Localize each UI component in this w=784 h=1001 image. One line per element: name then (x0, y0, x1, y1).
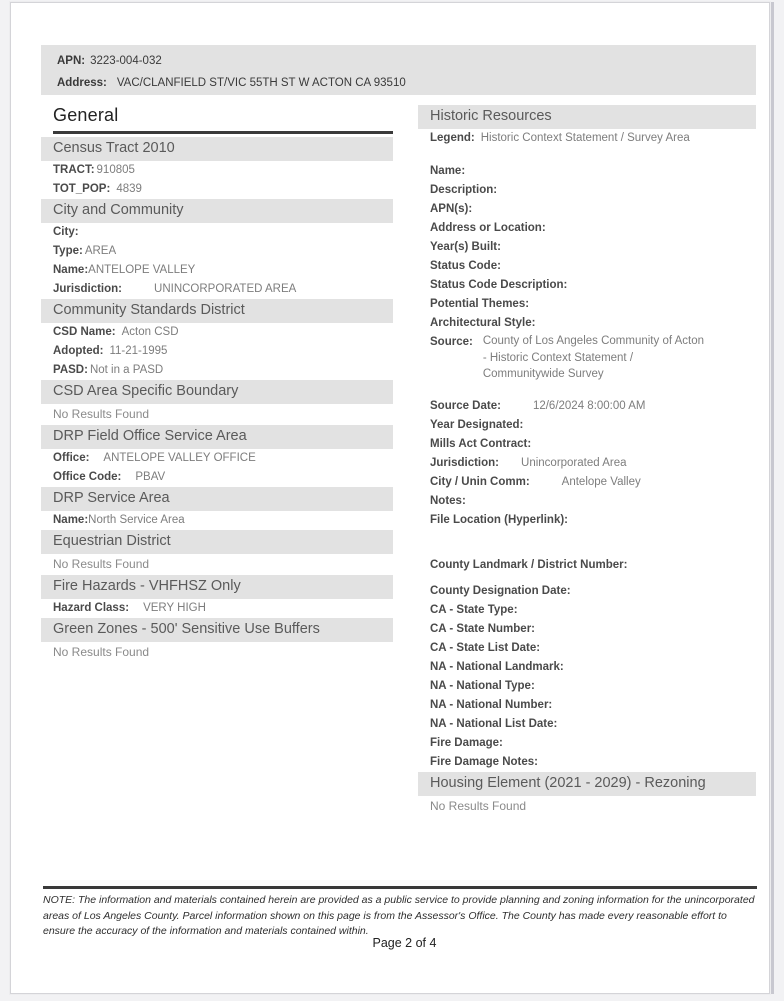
field-label: Potential Themes: (430, 298, 530, 310)
spacer (418, 383, 756, 397)
field-label: NA - National Landmark: (430, 660, 564, 673)
field-label: Jurisdiction: (430, 456, 500, 469)
field-label: Type: (53, 245, 83, 257)
field-label: Fire Damage Notes: (430, 755, 539, 768)
spacer (418, 575, 756, 582)
section-heading: Fire Hazards - VHFHSZ Only (41, 575, 393, 599)
field-label: Source Date: (430, 399, 501, 412)
field-row (418, 257, 756, 276)
field-row (418, 582, 756, 601)
field-label: CSD Name: (53, 326, 116, 338)
field-row (418, 696, 756, 715)
section-heading: DRP Field Office Service Area (41, 425, 393, 449)
left-column (41, 103, 393, 663)
section-heading: DRP Service Area (41, 487, 393, 511)
field-value: 4839 (116, 183, 142, 195)
field-label: Name: (430, 165, 466, 177)
field-row (418, 639, 756, 658)
field-label: Adopted: (53, 345, 104, 357)
right-fields-group-3 (418, 582, 756, 772)
field-row (418, 397, 756, 416)
field-label: City: (53, 226, 79, 238)
field-value: ANTELOPE VALLEY (88, 264, 196, 276)
right-column (418, 105, 756, 817)
field-row (418, 658, 756, 677)
field-label: NA - National Number: (430, 698, 553, 711)
field-row (41, 161, 393, 180)
address-row (57, 77, 406, 89)
field-value: ANTELOPE VALLEY OFFICE (103, 452, 256, 464)
field-label: Description: (430, 184, 498, 196)
legend-label: Legend: (430, 132, 475, 144)
field-row (418, 238, 756, 257)
field-label: Architectural Style: (430, 317, 536, 329)
report-page (10, 2, 770, 994)
county-landmark-row (418, 556, 756, 575)
field-row (41, 449, 393, 468)
field-row (41, 599, 393, 618)
field-row (418, 715, 756, 734)
field-row (418, 416, 756, 435)
housing-no-results: No Results Found (430, 798, 527, 813)
field-row (418, 200, 756, 219)
field-row (41, 511, 393, 530)
field-row (41, 223, 393, 242)
field-row (418, 677, 756, 696)
section-heading: Community Standards District (41, 299, 393, 323)
footer-note: NOTE: The information and materials contained herein are provided as a public service to provide planning and zoning information for the unincorporated areas of Los Angeles County. Parcel information shown on this page is from the Assessor's Office. The County has made every reasonable effort to ensure the accuracy of the information and materials contained within. (43, 894, 755, 937)
field-label: PASD: (53, 364, 88, 376)
footer-rule (43, 886, 757, 889)
field-value: Antelope Valley (561, 475, 641, 488)
field-label: CA - State List Date: (430, 641, 541, 654)
field-row (418, 734, 756, 753)
page-number: Page 2 of 4 (372, 936, 437, 950)
section-heading: City and Community (41, 199, 393, 223)
field-row (41, 323, 393, 342)
parcel-header-band (41, 45, 756, 95)
field-label: Office: (53, 452, 90, 464)
field-label: APN(s): (430, 203, 473, 215)
field-row (418, 492, 756, 511)
field-label: Hazard Class: (53, 602, 130, 614)
field-value: North Service Area (88, 514, 185, 526)
field-label: Fire Damage: (430, 736, 503, 749)
field-label: NA - National List Date: (430, 717, 558, 730)
left-sections (41, 137, 393, 663)
field-row (418, 620, 756, 639)
field-row (41, 342, 393, 361)
field-label: Year Designated: (430, 418, 524, 431)
no-results-text: No Results Found (53, 557, 150, 571)
field-label: City / Unin Comm: (430, 475, 530, 488)
field-label: Year(s) Built: (430, 241, 501, 253)
section-heading: Green Zones - 500' Sensitive Use Buffers (41, 618, 393, 642)
field-row (418, 511, 756, 530)
spacer (418, 148, 756, 162)
field-value: VERY HIGH (143, 602, 206, 614)
legend-value: Historic Context Statement / Survey Area (480, 132, 690, 144)
right-fields-group-1 (418, 162, 756, 333)
field-label: Mills Act Contract: (430, 437, 532, 450)
field-row (41, 180, 393, 199)
address-label: Address: (57, 77, 107, 89)
field-row (418, 435, 756, 454)
right-fields-group-2 (418, 397, 756, 530)
field-label: CA - State Number: (430, 622, 535, 635)
field-value: UNINCORPORATED AREA (154, 283, 297, 295)
field-label: File Location (Hyperlink): (430, 513, 569, 526)
field-row (41, 261, 393, 280)
field-value: Not in a PASD (89, 364, 164, 376)
apn-label: APN: (57, 55, 86, 67)
no-results-text: No Results Found (53, 407, 150, 421)
source-value: County of Los Angeles Community of Acton - Historic Context Statement / Communitywide Survey (482, 335, 705, 380)
source-label: Source: (430, 336, 473, 348)
spacer (418, 530, 756, 556)
field-label: Status Code Description: (430, 279, 568, 291)
field-label: Name: (53, 264, 89, 276)
section-heading: CSD Area Specific Boundary (41, 380, 393, 404)
field-label: Status Code: (430, 260, 501, 272)
field-row (418, 601, 756, 620)
apn-row (57, 55, 162, 67)
field-row (418, 295, 756, 314)
address-value: VAC/CLANFIELD ST/VIC 55TH ST W ACTON CA 93510 (116, 77, 406, 89)
field-label: Address or Location: (430, 222, 546, 234)
field-label: Office Code: (53, 471, 122, 483)
field-row (418, 162, 756, 181)
section-heading: Equestrian District (41, 530, 393, 554)
field-row (418, 219, 756, 238)
field-row (418, 314, 756, 333)
field-row (41, 280, 393, 299)
field-label: NA - National Type: (430, 679, 535, 692)
field-label: Name: (53, 514, 89, 526)
source-row (418, 333, 756, 383)
legend-row (418, 129, 756, 148)
field-value: Acton CSD (121, 326, 179, 338)
field-value: Unincorporated Area (521, 456, 627, 469)
field-value: PBAV (135, 471, 166, 483)
field-label: TOT_POP: (53, 183, 111, 195)
field-row (418, 753, 756, 772)
field-row (418, 276, 756, 295)
no-results-text: No Results Found (53, 645, 150, 659)
field-row (41, 242, 393, 261)
apn-value: 3223-004-032 (90, 55, 162, 67)
field-label: County Designation Date: (430, 584, 571, 597)
field-row (418, 473, 756, 492)
field-row (41, 361, 393, 380)
field-label: CA - State Type: (430, 603, 518, 616)
window-right-edge (771, 2, 774, 994)
field-label: TRACT: (53, 164, 95, 176)
housing-element-heading: Housing Element (2021 - 2029) - Rezoning (418, 772, 756, 796)
field-label: Notes: (430, 494, 466, 507)
field-row (41, 468, 393, 487)
field-value: 12/6/2024 8:00:00 AM (532, 399, 646, 412)
section-heading: Census Tract 2010 (41, 137, 393, 161)
field-row (418, 181, 756, 200)
general-rule (53, 131, 393, 134)
field-row (418, 454, 756, 473)
field-value: 11-21-1995 (109, 345, 168, 357)
county-landmark-label: County Landmark / District Number: (430, 558, 628, 571)
field-value: AREA (84, 245, 117, 257)
field-label: Jurisdiction: (53, 283, 123, 295)
field-value: 910805 (96, 164, 135, 176)
general-title: General (53, 105, 119, 125)
historic-resources-heading: Historic Resources (418, 105, 756, 129)
